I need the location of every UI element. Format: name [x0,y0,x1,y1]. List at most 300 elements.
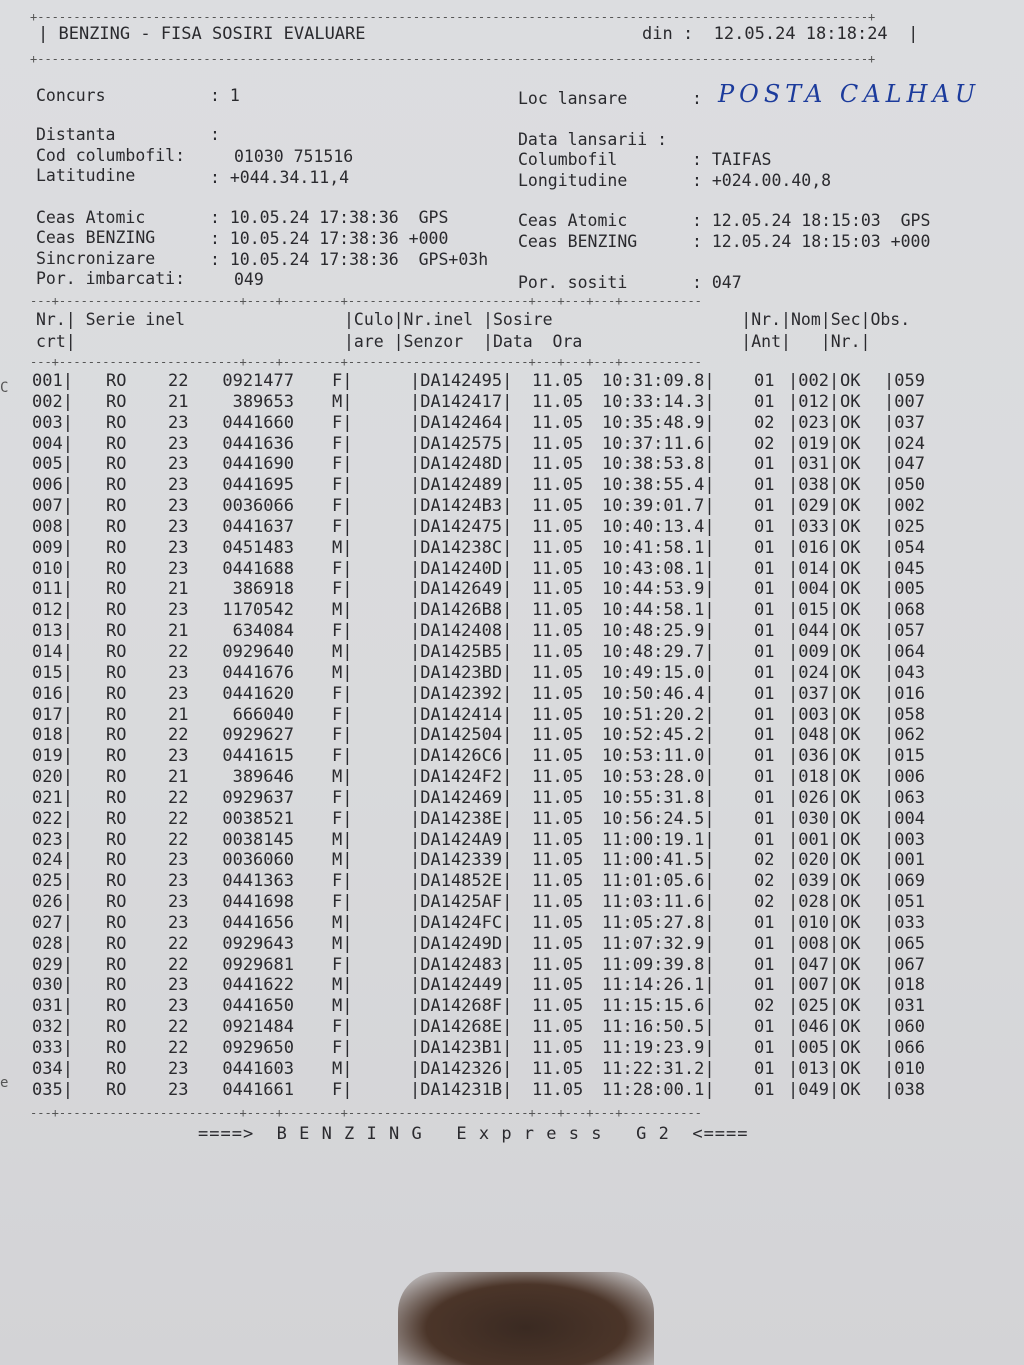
cell-cc: RO [106,767,127,788]
cell-obs: |058 [884,704,925,725]
cell-sec: OK [840,912,861,933]
cell-sex: F| [332,871,353,892]
cell-nom: |018| [788,767,840,788]
cell-obs: |068 [884,600,925,621]
cell-nom: |044| [788,621,840,642]
cell-date: 11.05 [532,412,584,433]
cell-nom: |008| [788,933,840,954]
cell-time: 11:14:26.1| [602,975,715,996]
table-row [32,663,992,684]
cell-nom: |001| [788,829,840,850]
cell-date: 11.05 [532,767,584,788]
cell-sensor: |DA1424A9| [410,829,513,850]
cell-sec: OK [840,871,861,892]
cell-sensor: |DA14248D| [410,454,513,475]
cell-yr: 23 [168,516,189,537]
table-header-line1: Nr.| Serie inel |Culo|Nr.inel |Sosire |Nr.|Nom|Sec|Obs. [36,310,911,329]
cell-cc: RO [106,496,127,517]
cell-sec: OK [840,850,861,871]
cell-sex: F| [332,704,353,725]
cell-yr: 23 [168,912,189,933]
cell-ant: 01 [754,391,775,412]
cell-sensor: |DA1423BD| [410,662,513,683]
cell-date: 11.05 [532,516,584,537]
cell-sex: F| [332,621,353,642]
cell-sensor: |DA14238E| [410,808,513,829]
cell-time: 11:03:11.6| [602,892,715,913]
cell-yr: 22 [168,1017,189,1038]
cell-nr: 033| [32,1038,73,1058]
cell-sensor: |DA1424F2| [410,767,513,788]
cell-yr: 21 [168,579,189,600]
cell-sensor: |DA1425B5| [410,641,513,662]
cell-date: 11.05 [532,829,584,850]
cell-date: 11.05 [532,1038,584,1058]
cell-ring: 0921484 [222,1017,294,1038]
cell-sensor: |DA14238C| [410,537,513,558]
table-row [32,725,992,746]
ceas-benzing-value: : 10.05.24 17:38:36 +000 [210,229,449,248]
cell-sec: OK [840,746,861,767]
cell-nr: 020| [32,767,73,788]
cell-date: 11.05 [532,871,584,892]
cell-nom: |046| [788,1017,840,1038]
table-row [32,392,992,413]
cell-ring: 389653 [232,391,294,412]
cell-date: 11.05 [532,704,584,725]
cell-time: 11:19:23.9| [602,1038,715,1058]
cell-sex: F| [332,746,353,767]
cell-yr: 23 [168,558,189,579]
cell-cc: RO [106,808,127,829]
table-row [32,496,992,517]
cell-sec: OK [840,600,861,621]
cell-ring: 0036060 [222,850,294,871]
cell-yr: 22 [168,954,189,975]
table-row [32,642,992,663]
cell-nom: |007| [788,975,840,996]
cell-date: 11.05 [532,662,584,683]
table-row [32,892,992,913]
cell-cc: RO [106,433,127,454]
cell-ant: 01 [754,954,775,975]
cell-sensor: |DA142417| [410,391,513,412]
cell-cc: RO [106,537,127,558]
table-row [32,538,992,559]
cell-time: 10:41:58.1| [602,537,715,558]
cell-yr: 22 [168,371,189,391]
cell-obs: |016 [884,683,925,704]
cell-yr: 23 [168,537,189,558]
cell-sec: OK [840,975,861,996]
cell-cc: RO [106,558,127,579]
cell-sensor: |DA142475| [410,516,513,537]
cell-time: 10:53:28.0| [602,767,715,788]
table-row [32,371,992,392]
cell-sex: M| [332,933,353,954]
cell-cc: RO [106,850,127,871]
cell-nom: |049| [788,1079,840,1100]
cell-time: 10:43:08.1| [602,558,715,579]
cell-ring: 0441636 [222,433,294,454]
cell-nom: |023| [788,412,840,433]
cell-obs: |057 [884,621,925,642]
cell-cc: RO [106,683,127,704]
cell-sec: OK [840,621,861,642]
table-row [32,579,992,600]
latitude-value: : +044.34.11,4 [210,168,350,187]
cell-cc: RO [106,621,127,642]
cell-obs: |003 [884,829,925,850]
cell-ant: 01 [754,704,775,725]
cell-obs: |064 [884,641,925,662]
cell-time: 10:50:46.4| [602,683,715,704]
cell-sex: M| [332,1058,353,1079]
cell-sec: OK [840,954,861,975]
cell-ring: 0441695 [222,475,294,496]
cell-sec: OK [840,454,861,475]
cell-sex: F| [332,579,353,600]
cell-sensor: |DA142326| [410,1058,513,1079]
table-row [32,871,992,892]
cell-yr: 22 [168,787,189,808]
cell-ant: 01 [754,516,775,537]
cell-ant: 01 [754,454,775,475]
cell-date: 11.05 [532,808,584,829]
cell-nr: 025| [32,871,73,892]
cell-obs: |007 [884,391,925,412]
cell-cc: RO [106,1038,127,1058]
cell-sex: M| [332,850,353,871]
cell-sensor: |DA1423B1| [410,1038,513,1058]
ceas-atomic2-value: : 12.05.24 18:15:03 GPS [692,211,931,230]
cell-nom: |033| [788,516,840,537]
cell-sensor: |DA142469| [410,787,513,808]
cell-sensor: |DA142483| [410,954,513,975]
edge-mark: e [0,1075,9,1091]
cell-ant: 02 [754,871,775,892]
table-row [32,600,992,621]
cell-sex: F| [332,454,353,475]
cell-nr: 008| [32,516,73,537]
cell-ant: 01 [754,1079,775,1100]
cell-date: 11.05 [532,579,584,600]
cell-time: 11:15:15.6| [602,996,715,1017]
cell-date: 11.05 [532,850,584,871]
cell-date: 11.05 [532,746,584,767]
cell-time: 10:40:13.4| [602,516,715,537]
cell-time: 11:09:39.8| [602,954,715,975]
table-row [32,934,992,955]
cell-cc: RO [106,1079,127,1100]
cell-ring: 389646 [232,767,294,788]
loc-label: Loc lansare [518,89,628,108]
footer-banner: ====> B E N Z I N G E x p r e s s G 2 <==== [198,1124,749,1144]
cell-sec: OK [840,1017,861,1038]
cell-sex: M| [332,600,353,621]
cell-sec: OK [840,579,861,600]
cell-sensor: |DA14240D| [410,558,513,579]
cell-nr: 034| [32,1058,73,1079]
cell-nr: 017| [32,704,73,725]
cell-sec: OK [840,808,861,829]
cell-sensor: |DA14249D| [410,933,513,954]
cell-ant: 01 [754,558,775,579]
cell-sec: OK [840,996,861,1017]
cell-nom: |047| [788,954,840,975]
cell-date: 11.05 [532,892,584,913]
cell-sex: F| [332,412,353,433]
cell-time: 10:44:58.1| [602,600,715,621]
cell-sec: OK [840,412,861,433]
cell-sec: OK [840,433,861,454]
cell-time: 10:44:53.9| [602,579,715,600]
arrivals-table [32,371,992,1101]
cell-ant: 01 [754,600,775,621]
cell-sec: OK [840,767,861,788]
edge-mark: C [0,380,9,396]
cell-cc: RO [106,662,127,683]
cell-sex: F| [332,1038,353,1058]
cell-ring: 0929643 [222,933,294,954]
cell-ring: 0441656 [222,912,294,933]
cell-cc: RO [106,933,127,954]
cell-nom: |020| [788,850,840,871]
cell-nom: |030| [788,808,840,829]
cell-nom: |003| [788,704,840,725]
cell-date: 11.05 [532,371,584,391]
cell-sensor: |DA142649| [410,579,513,600]
cell-ant: 01 [754,912,775,933]
cell-date: 11.05 [532,600,584,621]
cell-date: 11.05 [532,1017,584,1038]
cell-nr: 011| [32,579,73,600]
cell-yr: 23 [168,1058,189,1079]
ceas-atomic-value: : 10.05.24 17:38:36 GPS [210,208,449,227]
cell-sex: M| [332,767,353,788]
cell-cc: RO [106,391,127,412]
cell-nom: |026| [788,787,840,808]
cell-ant: 01 [754,475,775,496]
cell-ring: 0929681 [222,954,294,975]
cell-yr: 23 [168,746,189,767]
cell-sex: M| [332,537,353,558]
cell-sensor: |DA142489| [410,475,513,496]
cell-ring: 0441603 [222,1058,294,1079]
cell-ring: 0441615 [222,746,294,767]
cell-ring: 0441637 [222,516,294,537]
cell-nom: |019| [788,433,840,454]
sincronizare-label: Sincronizare [36,249,156,268]
cell-sensor: |DA142392| [410,683,513,704]
cell-cc: RO [106,746,127,767]
cell-nom: |036| [788,746,840,767]
cell-ring: 0038521 [222,808,294,829]
cell-time: 11:00:19.1| [602,829,715,850]
cell-obs: |067 [884,954,925,975]
cell-sex: F| [332,1079,353,1100]
longitude-label: Longitudine [518,171,628,190]
cell-obs: |004 [884,808,925,829]
cell-time: 10:53:11.0| [602,746,715,767]
cell-ring: 0921477 [222,371,294,391]
cell-obs: |025 [884,516,925,537]
cell-nr: 030| [32,975,73,996]
document-title: | BENZING - FISA SOSIRI EVALUARE [38,24,366,44]
cell-obs: |069 [884,871,925,892]
cell-sec: OK [840,933,861,954]
cell-sec: OK [840,892,861,913]
cell-sec: OK [840,683,861,704]
cell-nr: 003| [32,412,73,433]
cell-sec: OK [840,662,861,683]
cell-obs: |060 [884,1017,925,1038]
table-row [32,684,992,705]
cell-date: 11.05 [532,433,584,454]
table-row [32,434,992,455]
table-row [32,746,992,767]
cell-sec: OK [840,704,861,725]
cell-time: 10:31:09.8| [602,371,715,391]
cell-yr: 22 [168,933,189,954]
cell-nom: |024| [788,662,840,683]
cell-time: 10:38:55.4| [602,475,715,496]
cell-ring: 0441622 [222,975,294,996]
cell-nr: 014| [32,641,73,662]
cell-cc: RO [106,912,127,933]
concurs-label: Concurs [36,86,106,105]
cell-obs: |054 [884,537,925,558]
cell-nr: 010| [32,558,73,579]
cell-obs: |062 [884,725,925,746]
cell-nr: 012| [32,600,73,621]
cell-ant: 02 [754,412,775,433]
cell-ring: 0441620 [222,683,294,704]
cell-time: 11:22:31.2| [602,1058,715,1079]
cell-obs: |024 [884,433,925,454]
cell-nom: |048| [788,725,840,746]
cell-ant: 01 [754,1017,775,1038]
cell-cc: RO [106,1017,127,1038]
cell-cc: RO [106,641,127,662]
cell-yr: 22 [168,829,189,850]
cell-ring: 0929637 [222,787,294,808]
cell-yr: 23 [168,892,189,913]
cell-cc: RO [106,371,127,391]
cell-obs: |001 [884,850,925,871]
cell-nom: |014| [788,558,840,579]
cell-nr: 029| [32,954,73,975]
cell-cc: RO [106,954,127,975]
cell-nr: 035| [32,1079,73,1100]
cell-time: 10:55:31.8| [602,787,715,808]
cell-nom: |016| [788,537,840,558]
cell-sex: M| [332,391,353,412]
cell-nr: 019| [32,746,73,767]
cell-time: 11:28:00.1| [602,1079,715,1100]
cell-yr: 23 [168,683,189,704]
cell-time: 10:48:25.9| [602,621,715,642]
cell-yr: 22 [168,808,189,829]
cell-cc: RO [106,704,127,725]
cell-time: 11:00:41.5| [602,850,715,871]
cell-time: 11:01:05.6| [602,871,715,892]
cell-ant: 01 [754,767,775,788]
cell-date: 11.05 [532,725,584,746]
cell-cc: RO [106,996,127,1017]
cell-sec: OK [840,641,861,662]
cell-nr: 032| [32,1017,73,1038]
cell-sensor: |DA1426B8| [410,600,513,621]
cell-ant: 01 [754,496,775,517]
cell-ant: 02 [754,892,775,913]
cell-nr: 009| [32,537,73,558]
cell-yr: 23 [168,850,189,871]
table-row [32,454,992,475]
table-row [32,975,992,996]
cell-date: 11.05 [532,621,584,642]
cell-nom: |037| [788,683,840,704]
cell-time: 10:33:14.3| [602,391,715,412]
cell-sex: F| [332,787,353,808]
report-date: din : 12.05.24 18:18:24 | [642,24,919,44]
por-sositi-label: Por. sositi [518,273,628,292]
cod-value: 01030 751516 [234,147,354,166]
cell-date: 11.05 [532,475,584,496]
cell-yr: 23 [168,975,189,996]
cell-time: 10:39:01.7| [602,496,715,517]
cell-sensor: |DA142495| [410,371,513,391]
cell-sex: M| [332,662,353,683]
cell-nr: 016| [32,683,73,704]
cell-ant: 02 [754,850,775,871]
cell-obs: |063 [884,787,925,808]
table-row [32,955,992,976]
cell-yr: 23 [168,1079,189,1100]
cell-cc: RO [106,1058,127,1079]
cell-ant: 01 [754,746,775,767]
cell-cc: RO [106,412,127,433]
cell-sec: OK [840,537,861,558]
table-row [32,559,992,580]
cell-date: 11.05 [532,1079,584,1100]
cell-sensor: |DA142464| [410,412,513,433]
cell-date: 11.05 [532,454,584,475]
cell-obs: |037 [884,412,925,433]
cell-nr: 018| [32,725,73,746]
cell-ring: 386918 [232,579,294,600]
ceas-benzing2-value: : 12.05.24 18:15:03 +000 [692,232,931,251]
cell-obs: |045 [884,558,925,579]
cell-date: 11.05 [532,391,584,412]
cell-ant: 01 [754,537,775,558]
table-top-rule: ---+-------------------------+----+--------+-------------------------+---+---+---+----------- [30,294,702,306]
cell-obs: |047 [884,454,925,475]
table-row [32,1059,992,1080]
cell-sensor: |DA14231B| [410,1079,513,1100]
cell-time: 10:48:29.7| [602,641,715,662]
cell-date: 11.05 [532,975,584,996]
ceas-atomic2-label: Ceas Atomic [518,211,628,230]
cell-nom: |005| [788,1038,840,1058]
cell-yr: 23 [168,996,189,1017]
cell-ring: 0441661 [222,1079,294,1100]
table-row [32,788,992,809]
cell-obs: |010 [884,1058,925,1079]
cell-nom: |013| [788,1058,840,1079]
cell-cc: RO [106,892,127,913]
cell-sex: F| [332,496,353,517]
